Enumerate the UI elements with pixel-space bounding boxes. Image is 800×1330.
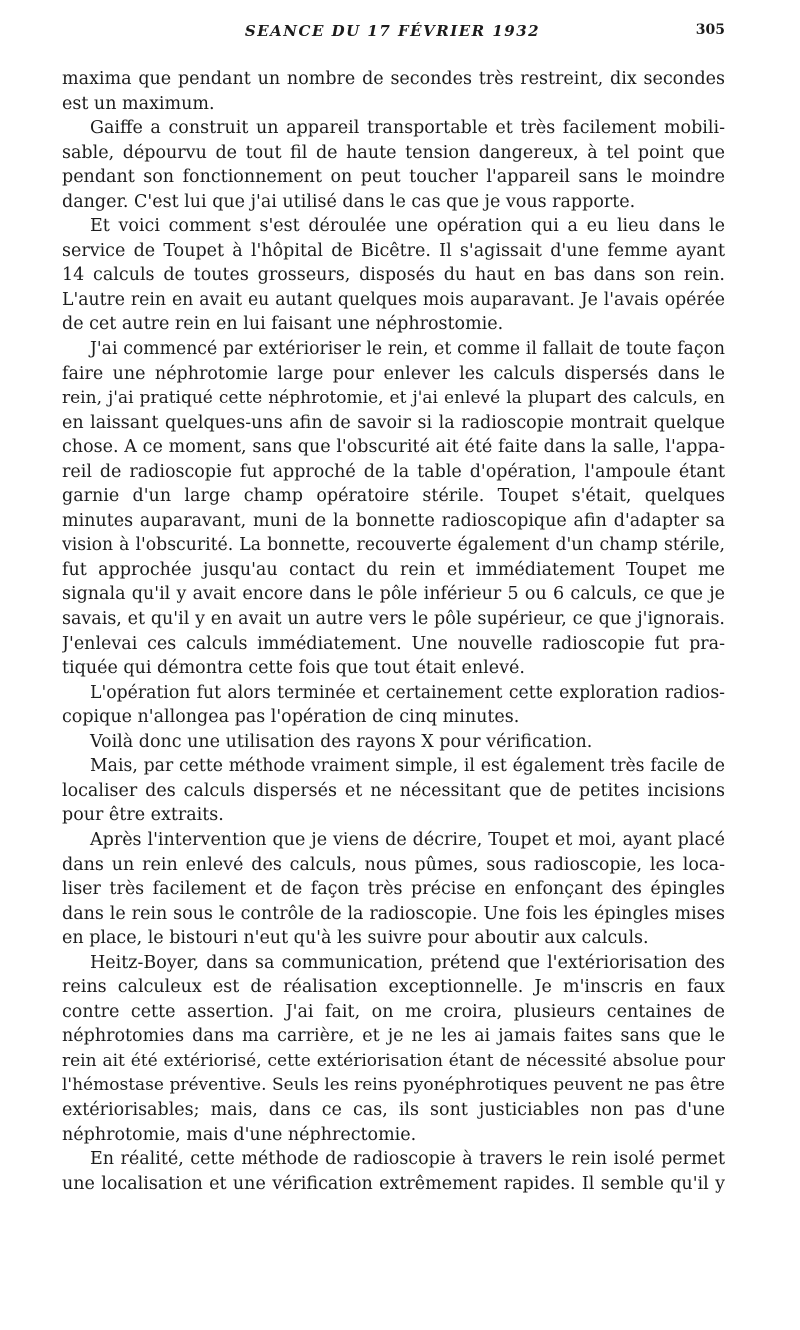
text-line: service de Toupet à l'hôpital de Bicêtre. Il s'agissait d'une femme ayant <box>62 240 725 261</box>
text-line: 14 calculs de toutes grosseurs, disposés du haut en bas dans son rein. <box>62 265 725 286</box>
text-line: reil de radioscopie fut approché de la table d'opération, l'ampoule étant <box>62 461 725 482</box>
text-line: faire une néphrotomie large pour enlever les calculs dispersés dans le <box>62 363 725 384</box>
text-line: Et voici comment s'est déroulée une opération qui a eu lieu dans le <box>90 216 725 237</box>
text-line: dans le rein sous le contrôle de la radioscopie. Une fois les épingles mises <box>62 903 725 924</box>
text-line: copique n'allongea pas l'opération de cinq minutes. <box>62 707 520 728</box>
text-line: minutes auparavant, muni de la bonnette radioscopique afin d'adapter sa <box>62 510 725 531</box>
text-line: en place, le bistouri n'eut qu'à les suivre pour aboutir aux calculs. <box>62 928 649 949</box>
text-line: Heitz-Boyer, dans sa communication, prétend que l'extériorisation des <box>90 952 725 973</box>
text-line: tiquée qui démontra cette fois que tout était enlevé. <box>62 658 525 679</box>
text-line: néphrotomie, mais d'une néphrectomie. <box>62 1124 417 1145</box>
text-line: néphrotomies dans ma carrière, et je ne les ai jamais faites sans que le <box>62 1026 725 1047</box>
text-line: extériorisables; mais, dans ce cas, ils sont justiciables non pas d'une <box>62 1099 725 1120</box>
text-line: En réalité, cette méthode de radioscopie à travers le rein isolé permet <box>90 1149 725 1170</box>
text-line: danger. C'est lui que j'ai utilisé dans le cas que je vous rapporte. <box>62 191 636 212</box>
text-line: J'ai commencé par extérioriser le rein, et comme il fallait de toute façon <box>90 339 725 360</box>
text-line: une localisation et une vérification extrêmement rapides. Il semble qu'il y <box>62 1173 725 1194</box>
text-line: fut approchée jusqu'au contact du rein et immédiatement Toupet me <box>62 559 725 580</box>
text-line: est un maximum. <box>62 93 215 114</box>
text-line: rein, j'ai pratiqué cette néphrotomie, et j'ai enlevé la plupart des calculs, en <box>62 388 725 409</box>
text-line: Gaiffe a construit un appareil transportable et très facilement mobili- <box>90 118 725 139</box>
text-line: reins calculeux est de réalisation exceptionnelle. Je m'inscris en faux <box>62 977 725 998</box>
running-header <box>60 22 725 42</box>
text-line: maxima que pendant un nombre de secondes très restreint, dix secondes <box>62 69 725 89</box>
text-line: L'autre rein en avait eu autant quelques mois auparavant. Je l'avais opérée <box>62 289 725 310</box>
text-line: Après l'intervention que je viens de décrire, Toupet et moi, ayant placé <box>90 829 725 850</box>
text-line: L'opération fut alors terminée et certainement cette exploration radios- <box>90 682 725 703</box>
text-line: de cet autre rein en lui faisant une néphrostomie. <box>62 314 504 335</box>
text-line: Voilà donc une utilisation des rayons X pour vérification. <box>90 731 593 752</box>
text-line: sable, dépourvu de tout fil de haute tension dangereux, à tel point que <box>62 142 725 163</box>
text-line: vision à l'obscurité. La bonnette, recouverte également d'un champ stérile, <box>62 535 725 556</box>
text-line: Mais, par cette méthode vraiment simple, il est également très facile de <box>90 756 725 777</box>
header-title: SEANCE DU 17 FÉVRIER 1932 <box>244 22 541 40</box>
text-line: J'enlevai ces calculs immédiatement. Une nouvelle radioscopie fut pra- <box>62 633 725 654</box>
text-line: savais, et qu'il y en avait un autre vers le pôle supérieur, ce que j'ignorais. <box>62 609 725 630</box>
body-text <box>62 67 725 1196</box>
text-line: dans un rein enlevé des calculs, nous pûmes, sous radioscopie, les loca- <box>62 854 725 875</box>
text-line: contre cette assertion. J'ai fait, on me croira, plusieurs centaines de <box>62 1001 725 1022</box>
text-line: l'hémostase préventive. Seuls les reins pyonéphrotiques peuvent ne pas être <box>62 1075 725 1096</box>
text-line: localiser des calculs dispersés et ne nécessitant que de petites incisions <box>62 780 725 801</box>
text-line: pour être extraits. <box>62 805 224 826</box>
text-line: chose. A ce moment, sans que l'obscurité ait été faite dans la salle, l'appa- <box>62 437 725 458</box>
text-line: en laissant quelques-uns afin de savoir si la radioscopie montrait quelque <box>62 412 725 433</box>
text-line: garnie d'un large champ opératoire stérile. Toupet s'était, quelques <box>62 486 725 507</box>
text-line: pendant son fonctionnement on peut toucher l'appareil sans le moindre <box>62 167 725 188</box>
text-line: rein ait été extériorisé, cette extériorisation étant de nécessité absolue pour <box>62 1050 725 1071</box>
text-line: signala qu'il y avait encore dans le pôle inférieur 5 ou 6 calculs, ce que je <box>62 584 725 605</box>
page-number: 305 <box>695 22 725 38</box>
text-line: liser très facilement et de façon très précise en enfonçant des épingles <box>62 879 725 900</box>
